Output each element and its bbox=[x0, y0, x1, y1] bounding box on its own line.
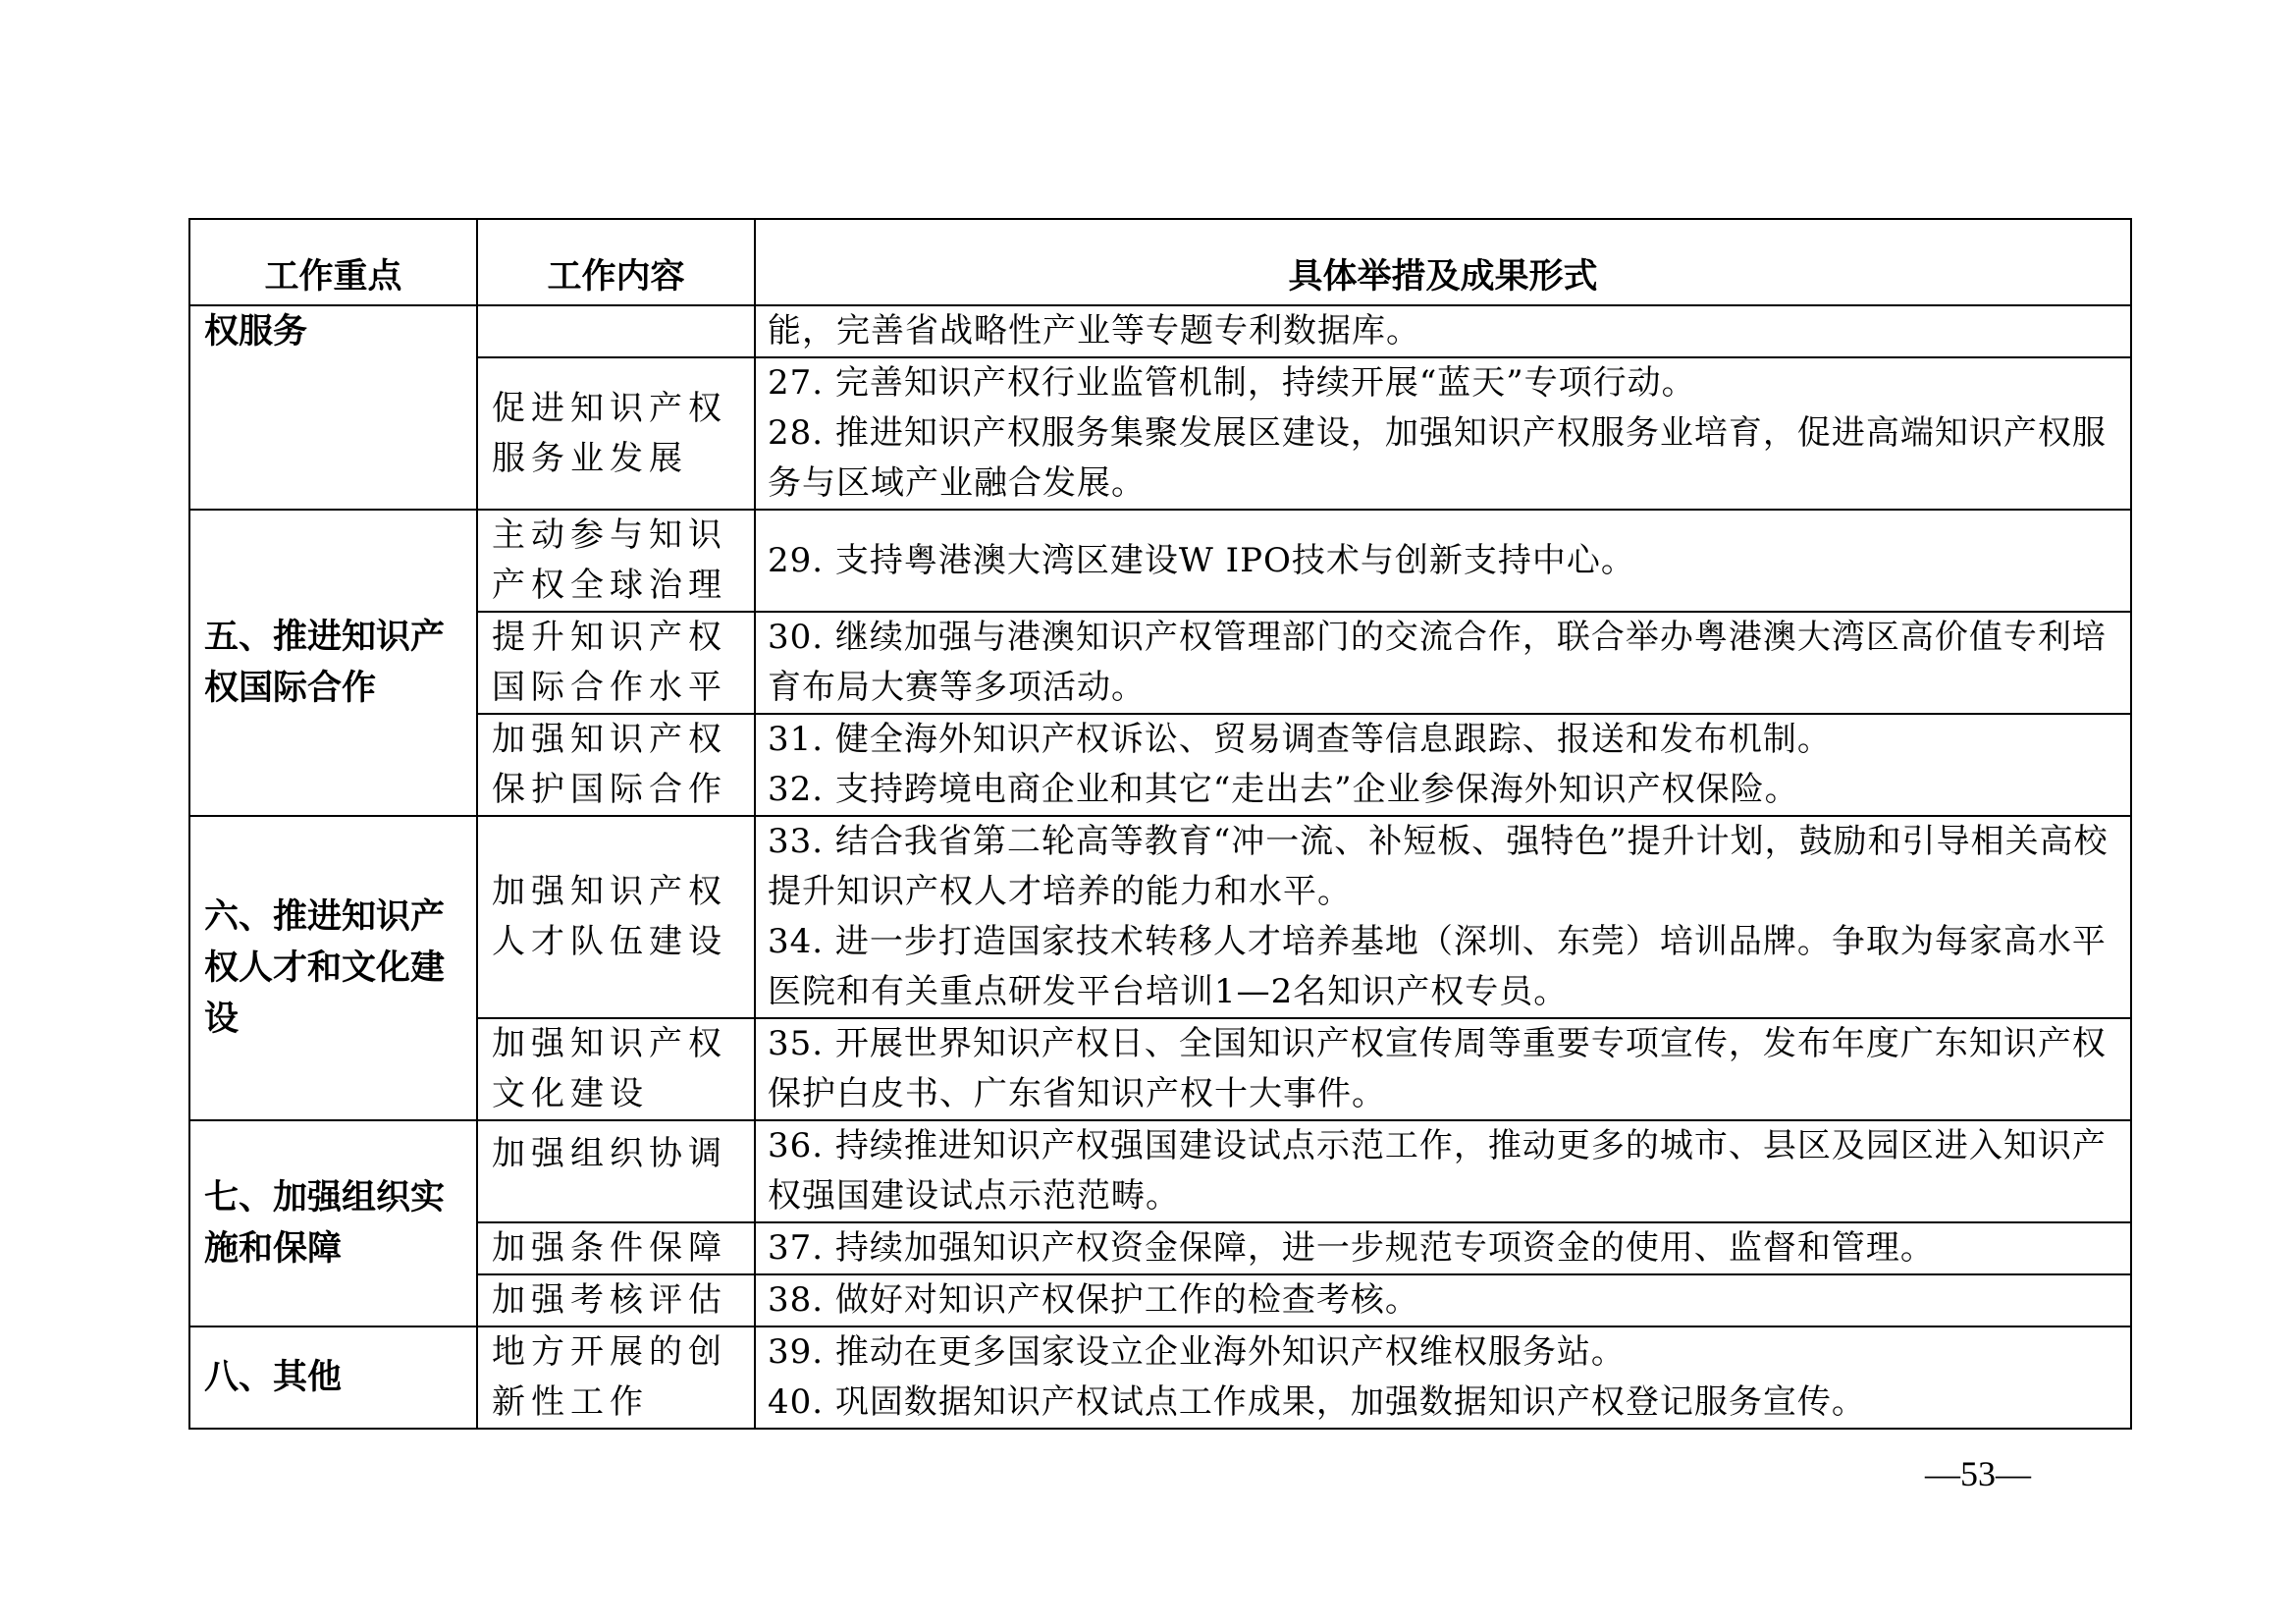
table-header-row bbox=[189, 219, 2131, 305]
focus-cell: 七、加强组织实施和保障 bbox=[189, 1120, 477, 1326]
table-row bbox=[189, 1326, 2131, 1429]
measure-item: 33. 结合我省第二轮高等教育“冲一流、补短板、强特色”提升计划，鼓励和引导相关高校提升知识产权人才培养的能力和水平。 bbox=[768, 822, 2109, 911]
header-focus: 工作重点 bbox=[189, 219, 477, 305]
page-number: —53— bbox=[1925, 1454, 2031, 1493]
measure-item: 28. 推进知识产权服务集聚发展区建设，加强知识产权服务业培育，促进高端知识产权服务与区域产业融合发展。 bbox=[768, 413, 2107, 503]
measure-item: 36. 持续推进知识产权强国建设试点示范工作，推动更多的城市、县区及园区进入知识产权强国建设试点示范范畴。 bbox=[768, 1126, 2107, 1216]
content-cell: 加强考核评估 bbox=[477, 1274, 755, 1326]
measures-cell bbox=[755, 1018, 2131, 1120]
measures-cell bbox=[755, 1274, 2131, 1326]
measures-cell bbox=[755, 1120, 2131, 1222]
focus-cell: 六、推进知识产权人才和文化建设 bbox=[189, 816, 477, 1120]
content-cell: 提升知识产权国际合作水平 bbox=[477, 612, 755, 714]
table-row bbox=[189, 357, 2131, 510]
measures-cell bbox=[755, 816, 2131, 1018]
table-row bbox=[189, 1274, 2131, 1326]
measures-cell bbox=[755, 714, 2131, 816]
table-row bbox=[189, 612, 2131, 714]
measure-item: 39. 推动在更多国家设立企业海外知识产权维权服务站。 bbox=[768, 1332, 1626, 1372]
table-row bbox=[189, 510, 2131, 612]
table-row bbox=[189, 305, 2131, 357]
measures-cell bbox=[755, 1326, 2131, 1429]
focus-cell: 权服务 bbox=[189, 305, 477, 510]
table-row bbox=[189, 1222, 2131, 1274]
measure-item: 29. 支持粤港澳大湾区建设W IPO技术与创新支持中心。 bbox=[768, 540, 1635, 580]
content-cell: 促进知识产权服务业发展 bbox=[477, 357, 755, 510]
focus-cell: 五、推进知识产权国际合作 bbox=[189, 510, 477, 816]
measures-cell bbox=[755, 1222, 2131, 1274]
content-cell: 地方开展的创新性工作 bbox=[477, 1326, 755, 1429]
measure-item: 38. 做好对知识产权保护工作的检查考核。 bbox=[768, 1280, 1419, 1320]
table-row bbox=[189, 816, 2131, 1018]
table-row bbox=[189, 1120, 2131, 1222]
content-cell: 加强条件保障 bbox=[477, 1222, 755, 1274]
table-row bbox=[189, 1018, 2131, 1120]
measure-item: 27. 完善知识产权行业监管机制，持续开展“蓝天”专项行动。 bbox=[768, 363, 1696, 403]
measure-item: 32. 支持跨境电商企业和其它“走出去”企业参保海外知识产权保险。 bbox=[768, 770, 1799, 809]
measure-item: 40. 巩固数据知识产权试点工作成果，加强数据知识产权登记服务宣传。 bbox=[768, 1382, 1866, 1422]
header-measures: 具体举措及成果形式 bbox=[755, 219, 2131, 305]
work-plan-table bbox=[188, 218, 2132, 1430]
measure-item: 37. 持续加强知识产权资金保障，进一步规范专项资金的使用、监督和管理。 bbox=[768, 1228, 1935, 1268]
content-cell: 加强知识产权人才队伍建设 bbox=[477, 816, 755, 1018]
measure-item: 35. 开展世界知识产权日、全国知识产权宣传周等重要专项宣传，发布年度广东知识产权保护白皮书、广东省知识产权十大事件。 bbox=[768, 1024, 2107, 1113]
measure-item: 34. 进一步打造国家技术转移人才培养基地（深圳、东莞）培训品牌。争取为每家高水平医院和有关重点研发平台培训1—2名知识产权专员。 bbox=[768, 922, 2107, 1011]
focus-cell: 八、其他 bbox=[189, 1326, 477, 1429]
measure-item: 30. 继续加强与港澳知识产权管理部门的交流合作，联合举办粤港澳大湾区高价值专利培育布局大赛等多项活动。 bbox=[768, 618, 2107, 707]
content-cell: 加强知识产权保护国际合作 bbox=[477, 714, 755, 816]
measure-item: 能，完善省战略性产业等专题专利数据库。 bbox=[768, 311, 1420, 351]
content-cell: 加强知识产权文化建设 bbox=[477, 1018, 755, 1120]
measures-cell bbox=[755, 612, 2131, 714]
measures-cell bbox=[755, 305, 2131, 357]
content-cell bbox=[477, 305, 755, 357]
content-cell: 加强组织协调 bbox=[477, 1120, 755, 1222]
table-row bbox=[189, 714, 2131, 816]
content-cell: 主动参与知识产权全球治理 bbox=[477, 510, 755, 612]
measures-cell bbox=[755, 357, 2131, 510]
measure-item: 31. 健全海外知识产权诉讼、贸易调查等信息跟踪、报送和发布机制。 bbox=[768, 720, 1832, 759]
measures-cell bbox=[755, 510, 2131, 612]
header-content: 工作内容 bbox=[477, 219, 755, 305]
